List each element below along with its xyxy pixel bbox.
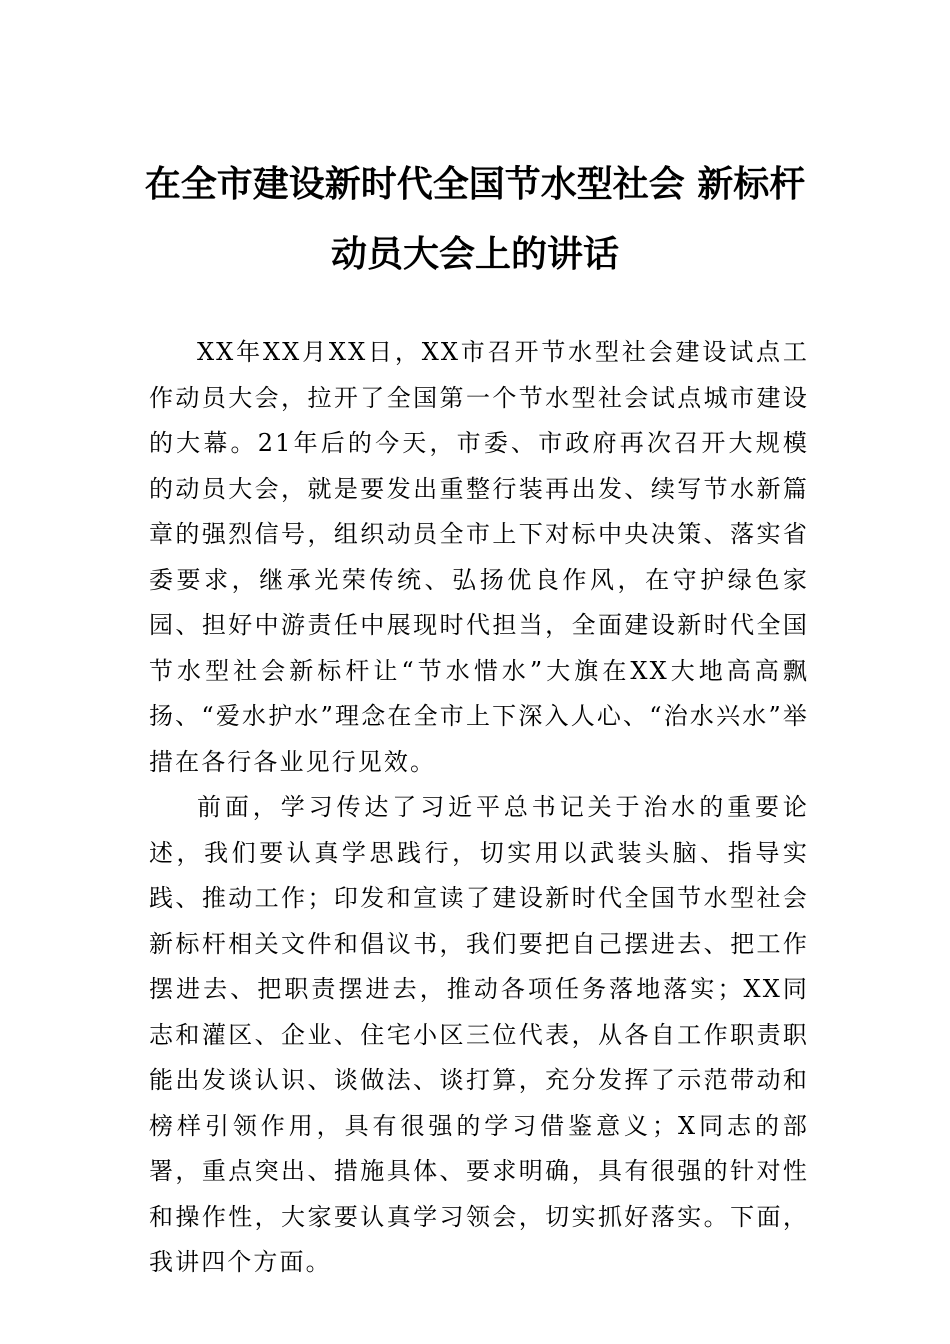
document-body [149, 330, 809, 1286]
paragraph: XX年XX月XX日，XX市召开节水型社会建设试点工作动员大会，拉开了全国第一个节水型社会试点城市建设的大幕。21年后的今天，市委、市政府再次召开大规模的动员大会，就是要发出重整行装再出发、续写节水新篇章的强烈信号，组织动员全市上下对标中央决策、落实省委要求，继承光荣传统、弘扬优良作风，在守护绿色家园、担好中游责任中展现时代担当，全面建设新时代全国节水型社会新标杆让“节水惜水”大旗在XX大地高高飘扬、“爱水护水”理念在全市上下深入人心、“治水兴水”举措在各行各业见行见效。 [149, 338, 809, 776]
paragraph: 前面，学习传达了习近平总书记关于治水的重要论述，我们要认真学思践行，切实用以武装头脑、指导实践、推动工作；印发和宣读了建设新时代全国节水型社会新标杆相关文件和倡议书，我们要把自己摆进去、把工作摆进去、把职责摆进去，推动各项任务落地落实；XX同志和灌区、企业、住宅小区三位代表，从各自工作职责职能出发谈认识、谈做法、谈打算，充分发挥了示范带动和榜样引领作用，具有很强的学习借鉴意义；X同志的部署，重点突出、措施具体、要求明确，具有很强的针对性和操作性，大家要认真学习领会，切实抓好落实。下面，我讲四个方面。 [149, 793, 809, 1276]
document-title-line-1: 在全市建设新时代全国节水型社会 新标杆 [144, 163, 806, 205]
document-title-line-2: 动员大会上的讲话 [330, 233, 619, 275]
